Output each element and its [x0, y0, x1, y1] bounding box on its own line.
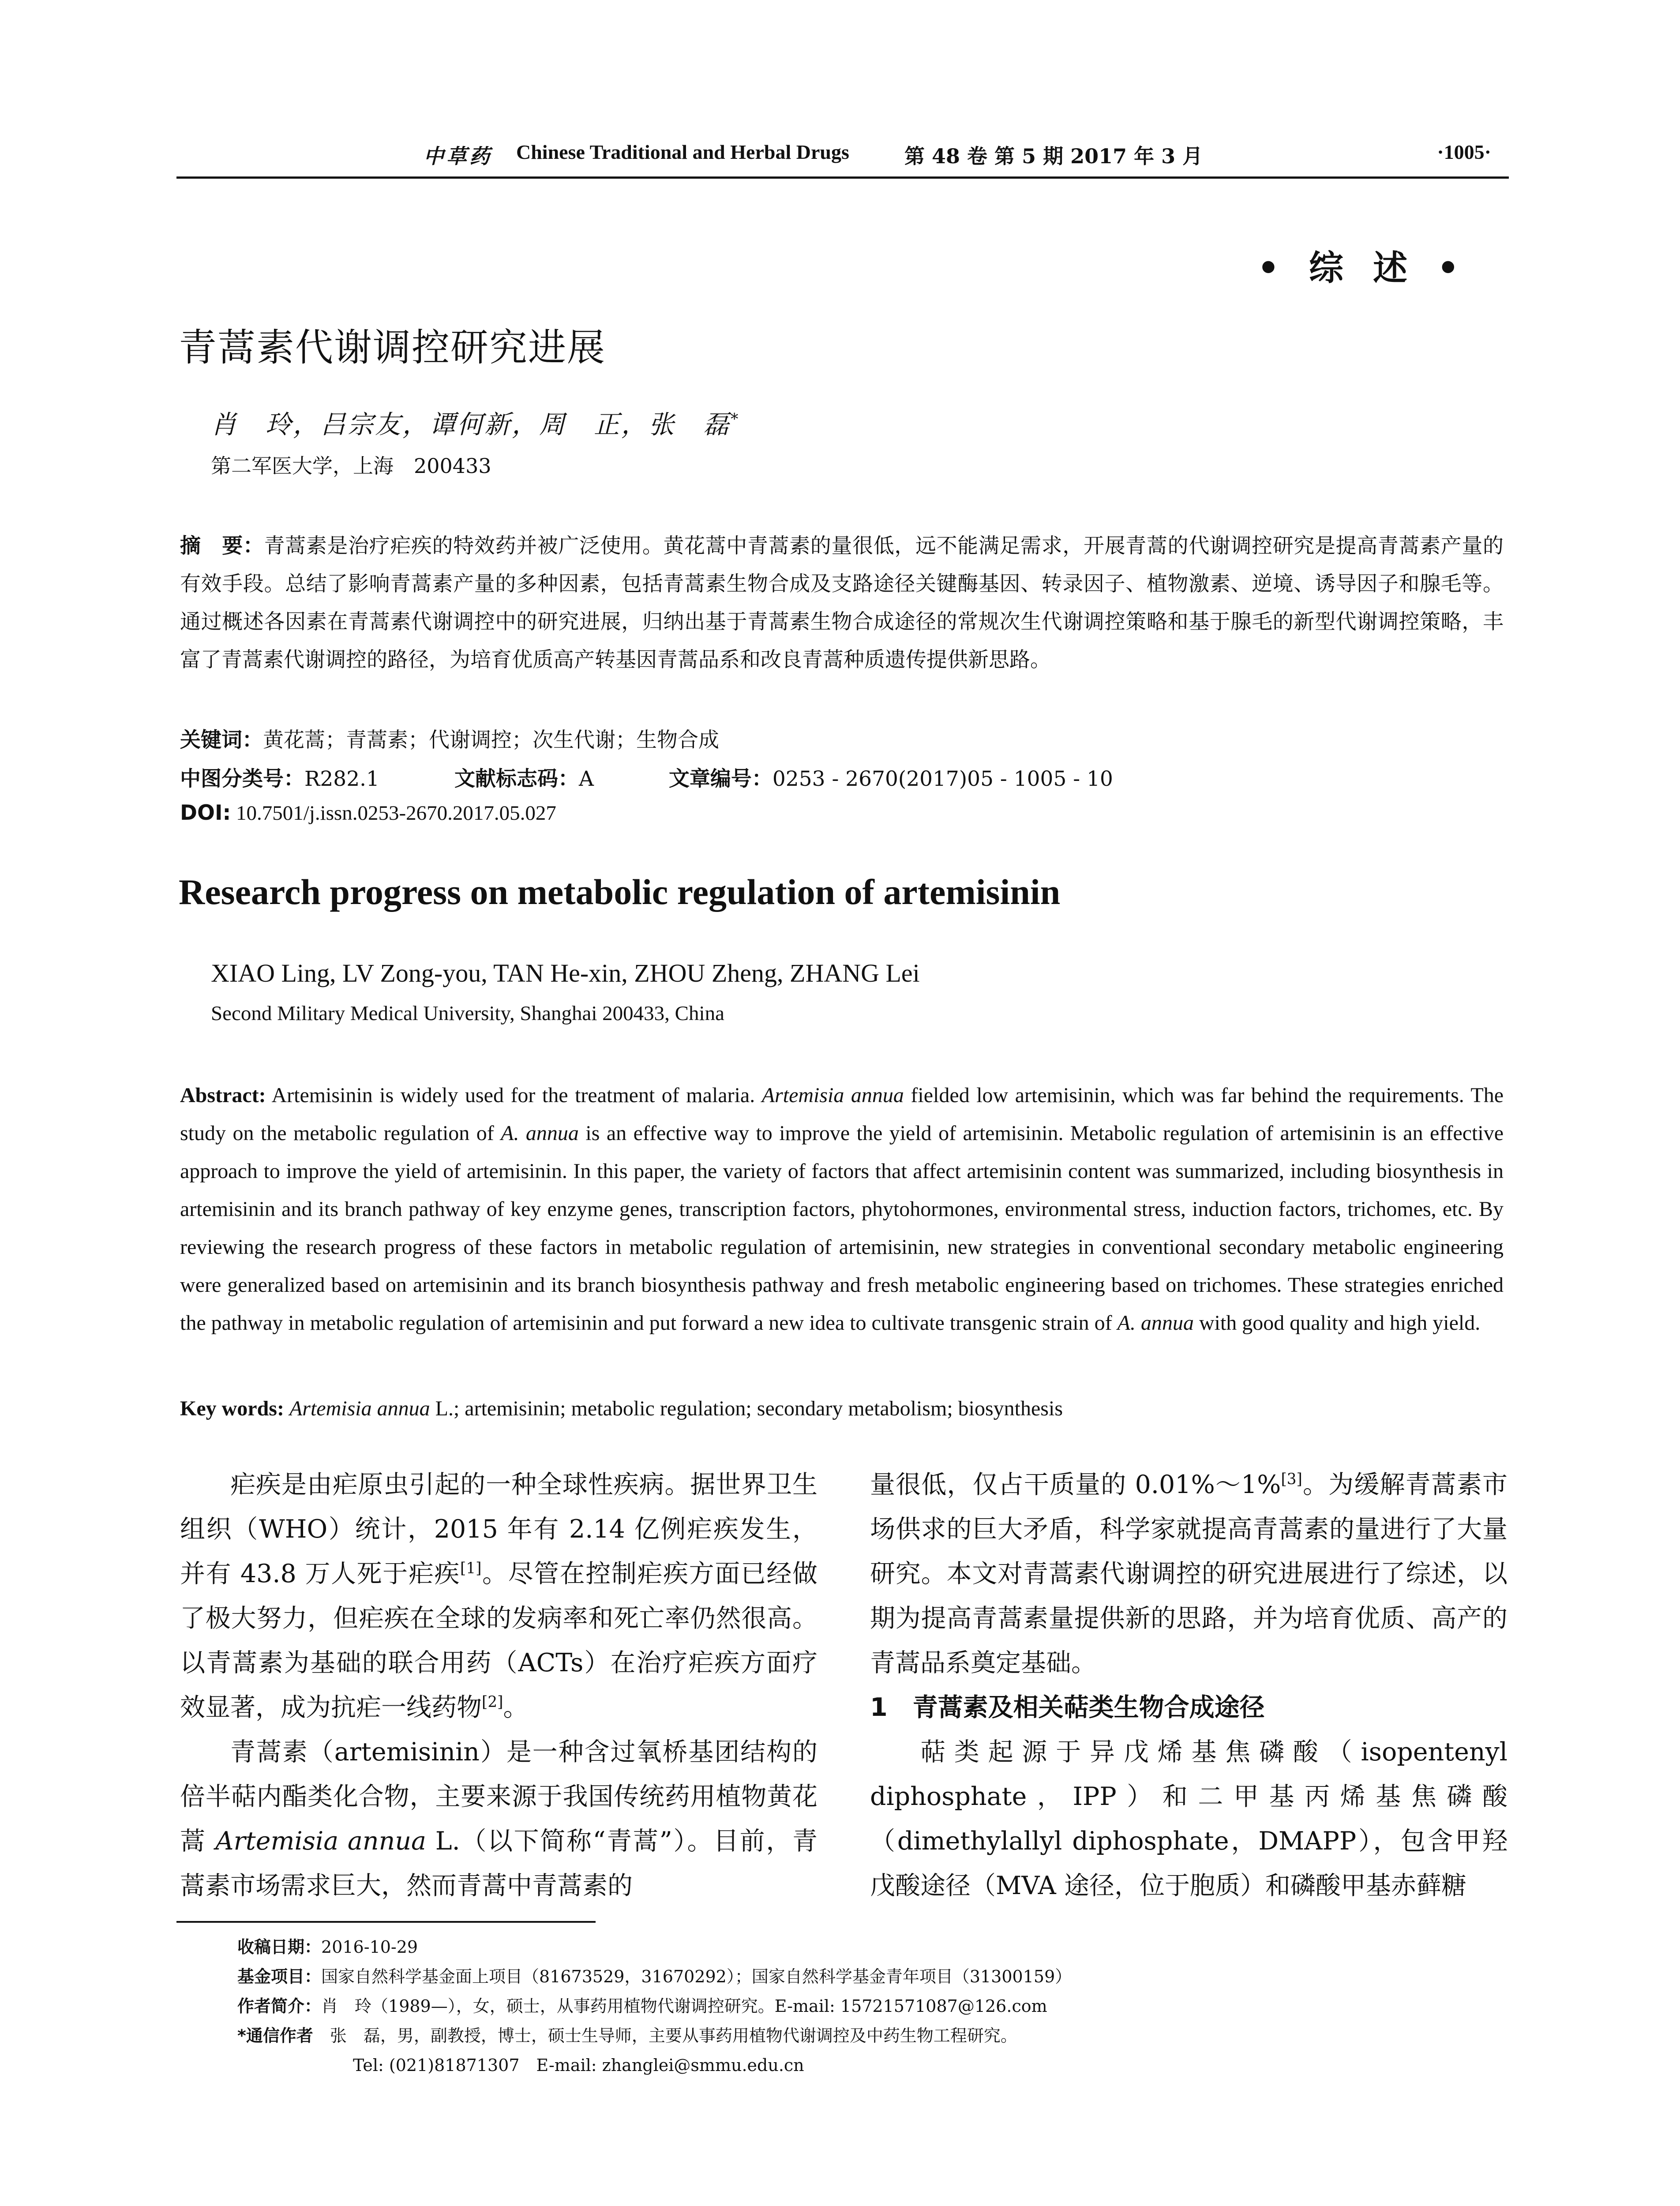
keywords-cn-text: 黄花蒿；青蒿素；代谢调控；次生代谢；生物合成 — [263, 728, 719, 752]
authors-cn — [211, 404, 740, 441]
doc-code-value: A — [578, 767, 594, 791]
keywords-en-text: L.; artemisinin; metabolic regulation; secondary metabolism; biosynthesis — [435, 1397, 1063, 1420]
abstract-en-label: Abstract: — [180, 1084, 266, 1107]
body-text: 。 — [503, 1693, 529, 1722]
footnote-label: 基金项目： — [237, 1967, 322, 1986]
authors-en: XIAO Ling, LV Zong-you, TAN He-xin, ZHOU Zheng, ZHANG Lei — [211, 959, 920, 987]
article-number-label: 文章编号： — [668, 767, 772, 791]
doi-value[interactable]: 10.7501/j.issn.0253-2670.2017.05.027 — [236, 802, 556, 825]
keywords-cn — [180, 724, 719, 753]
doc-code-label: 文献标志码： — [454, 767, 579, 791]
running-header — [176, 140, 1509, 171]
abstract-en-text-1: Artemisinin is widely used for the treatment of malaria. — [271, 1084, 755, 1107]
body-text: 。为缓解青蒿素市场供求的巨大矛盾，科学家就提高青蒿素的量进行了大量研究。本文对青蒿素代谢调控的研究进展进行了综述，以期为提高青蒿素量提供新的思路，并为培育优质、高产的青蒿品系奠定基础。 — [870, 1470, 1508, 1677]
clc-label: 中图分类号： — [180, 767, 304, 791]
citation[interactable]: [3] — [1281, 1471, 1302, 1488]
doi-line — [180, 801, 556, 825]
keywords-en-species: Artemisia annua — [289, 1397, 430, 1420]
authors-cn-names: 肖 玲，吕宗友，谭何新，周 正，张 磊 — [211, 409, 731, 439]
footnote-contact: Tel: (021)81871307 E-mail: zhanglei@smmu.edu.cn — [353, 2056, 804, 2075]
citation[interactable]: [1] — [460, 1560, 482, 1577]
footnote-label: 收稿日期： — [237, 1937, 322, 1957]
footnotes — [237, 1932, 1072, 2080]
body-column-left — [180, 1463, 818, 1908]
corresponding-mark: * — [731, 410, 740, 428]
footnote-text: 2016-10-29 — [321, 1937, 418, 1957]
volume-info: 第 48 卷 第 5 期 2017 年 3 月 — [904, 144, 1203, 168]
body-text: L.（以下简称“青蒿”）。目前，青蒿素市场需求巨大，然而青蒿中青蒿素的 — [180, 1827, 818, 1900]
citation[interactable]: [2] — [482, 1693, 503, 1711]
keywords-cn-label: 关键词： — [180, 728, 263, 752]
abstract-cn — [180, 527, 1504, 679]
body-text: 。尽管在控制疟疾方面已经做了极大努力，但疟疾在全球的发病率和死亡率仍然很高。以青蒿素为基础的联合用药（ACTs）在治疗疟疾方面疗效显著，成为抗疟一线药物 — [180, 1559, 818, 1722]
article-number-value: 0253 - 2670(2017)05 - 1005 - 10 — [772, 767, 1113, 791]
species-abbrev: A. annua — [1117, 1311, 1194, 1335]
species-name: Artemisia annua — [761, 1084, 904, 1107]
body-text: 青蒿素（artemisinin）是一种含过氧桥基团结构的倍半萜内酯类化合物，主要来源于我国传统药用植物黄花蒿 — [180, 1737, 818, 1856]
footnote-text: 肖 玲（1989—），女，硕士，从事药用植物代谢调控研究。E-mail: 15721571087@126.com — [321, 1996, 1047, 2016]
abstract-en-text-4: with good quality and high yield. — [1199, 1311, 1481, 1335]
footnote-text: 张 磊，男，副教授，博士，硕士生导师，主要从事药用植物代谢调控及中药生物工程研究。 — [330, 2026, 1017, 2045]
footnote-corresponding — [237, 2021, 1072, 2051]
body-text: 量很低，仅占干质量的 0.01%～1% — [870, 1470, 1281, 1499]
abstract-en — [180, 1077, 1504, 1342]
abstract-cn-label: 摘 要： — [180, 534, 264, 558]
body-paragraph — [180, 1463, 818, 1730]
clc-value: R282.1 — [304, 767, 379, 791]
footnote-label: 作者简介： — [237, 1996, 322, 2016]
footnote-received — [237, 1932, 1072, 1962]
species-abbrev: A. annua — [501, 1122, 579, 1145]
section-heading: 1 青蒿素及相关萜类生物合成途径 — [870, 1693, 1265, 1722]
footnote-text: 国家自然科学基金面上项目（81673529，31670292）；国家自然科学基金青年项目（31300159） — [321, 1967, 1072, 1986]
section-tag: • 综 述 • — [1257, 248, 1468, 288]
body-paragraph — [870, 1463, 1508, 1685]
footnote-label: *通信作者 — [237, 2026, 313, 2045]
body-text: 疟疾是由疟原虫引起的一种全球性疾病。据世界卫生组织（WHO）统计，2015 年有 2.14 亿例疟疾发生，并有 43.8 万人死于疟疾 — [180, 1470, 818, 1588]
journal-name-en: Chinese Traditional and Herbal Drugs — [516, 141, 849, 163]
abstract-cn-text: 青蒿素是治疗疟疾的特效药并被广泛使用。黄花蒿中青蒿素的量很低，远不能满足需求，开展青蒿的代谢调控研究是提高青蒿素产量的有效手段。总结了影响青蒿素产量的多种因素，包括青蒿素生物合成及支路途径关键酶基因、转录因子、植物激素、逆境、诱导因子和腺毛等。通过概述各因素在青蒿素代谢调控中的研究进展，归纳出基于青蒿素生物合成途径的常规次生代谢调控策略和基于腺毛的新型代谢调控策略，丰富了青蒿素代谢调控的路径，为培育优质高产转基因青蒿品系和改良青蒿种质遗传提供新思路。 — [180, 534, 1504, 672]
keywords-en-label: Key words: — [180, 1397, 284, 1420]
body-paragraph: 萜类起源于异戊烯基焦磷酸（isopentenyl diphosphate，IPP）和二甲基丙烯基焦磷酸（dimethylallyl diphosphate，DMAPP），包含甲羟戊酸途径（MVA 途径，位于胞质）和磷酸甲基赤藓糖 — [870, 1737, 1508, 1900]
title-cn: 青蒿素代谢调控研究进展 — [179, 326, 606, 370]
abstract-en-text-2: fielded low artemisinin, which was far behind the requirements. The study on the metabolic regulation of — [180, 1084, 1504, 1145]
species-name: Artemisia annua — [215, 1827, 427, 1856]
body-column-right — [870, 1463, 1508, 1908]
page-number: ·1005· — [1437, 141, 1491, 163]
title-en: Research progress on metabolic regulation of artemisinin — [179, 872, 1061, 912]
affiliation-en: Second Military Medical University, Shanghai 200433, China — [211, 1002, 724, 1025]
doi-label: DOI: — [180, 801, 231, 825]
footnote-rule — [176, 1921, 596, 1923]
keywords-en — [180, 1396, 1063, 1421]
header-rule — [176, 176, 1509, 179]
affiliation-cn: 第二军医大学，上海 200433 — [211, 454, 491, 478]
footnote-fund — [237, 1962, 1072, 1992]
abstract-en-text-3: is an effective way to improve the yield of artemisinin. Metabolic regulation of artemisinin is an effective approach to improve the yield of artemisinin. In this paper, the variety of factors that affect artemisinin content was summarized, including biosynthesis in artemisinin and its branch pathway of key enzyme genes, transcription factors, phytohormones, environmental stress, induction factors, trichomes, etc. By reviewing the research progress of these factors in metabolic regulation of artemisinin, new strategies in conventional secondary metabolic engineering were generalized based on artemisinin and its branch biosynthesis pathway and fresh metabolic engineering based on trichomes. These strategies enriched the pathway in metabolic regulation of artemisinin and put forward a new idea to cultivate transgenic strain of — [180, 1122, 1504, 1335]
classification-line — [180, 762, 1113, 792]
body-paragraph — [180, 1730, 818, 1908]
footnote-author — [237, 1992, 1072, 2021]
journal-name-cn: 中草药 — [424, 144, 492, 168]
